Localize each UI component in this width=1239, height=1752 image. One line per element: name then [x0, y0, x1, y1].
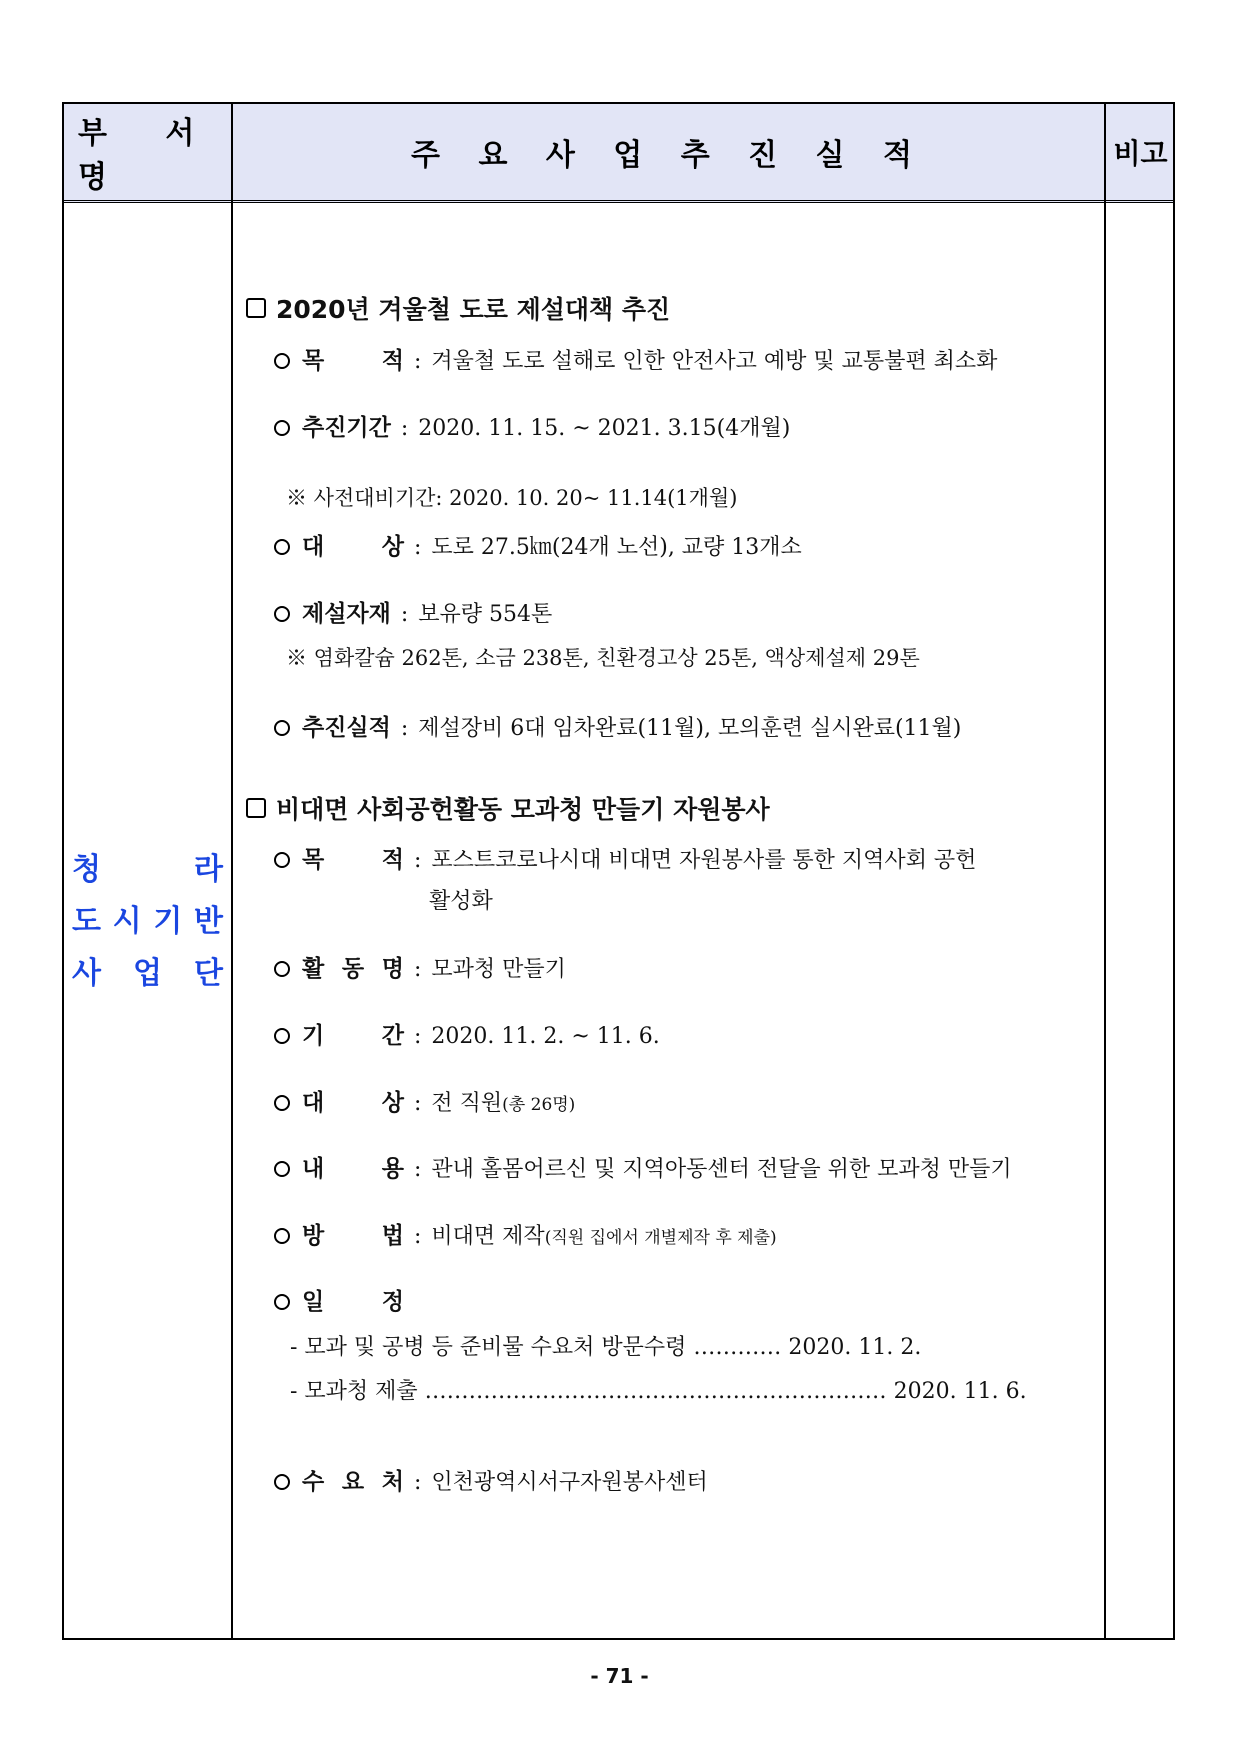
circle-bullet-icon [274, 1028, 290, 1044]
s2-target-row [274, 1084, 575, 1117]
s1-material-note: ※ 염화칼슘 262톤, 소금 238톤, 친환경고상 25톤, 액상제설제 29톤 [286, 646, 920, 670]
row-value: 모과청 만들기 [431, 957, 566, 982]
colon: : [414, 1224, 422, 1249]
dept-char: 사 [72, 956, 101, 991]
circle-bullet-icon [274, 353, 290, 369]
column-divider-2 [1104, 104, 1106, 1638]
s2-recipient-row [274, 1463, 708, 1496]
s2-content-row [274, 1150, 1012, 1183]
row-label: 추진기간 [302, 415, 391, 441]
row-label: 일 정 [302, 1289, 404, 1315]
column-divider-1 [231, 104, 233, 1638]
row-value: 관내 홀몸어르신 및 지역아동센터 전달을 위한 모과청 만들기 [431, 1157, 1012, 1182]
colon: : [414, 957, 422, 982]
row-value: 도로 27.5㎞(24개 노선), 교량 13개소 [431, 535, 802, 560]
circle-bullet-icon [274, 539, 290, 555]
s1-target-row [274, 528, 802, 561]
row-value: 겨울철 도로 설해로 인한 안전사고 예방 및 교통불편 최소화 [431, 349, 998, 374]
section-2-title [246, 790, 770, 826]
s2-method-row [274, 1217, 777, 1250]
row-label: 목 적 [302, 847, 404, 873]
s1-purpose-row [274, 342, 997, 375]
department-name [64, 844, 231, 1000]
s1-result-row [274, 709, 961, 742]
colon: : [414, 1024, 422, 1049]
row-label: 제설자재 [302, 601, 391, 627]
circle-bullet-icon [274, 961, 290, 977]
colon: : [414, 535, 422, 560]
row-label: 기 간 [302, 1023, 404, 1049]
row-value: 2020. 11. 15. ~ 2021. 3.15(4개월) [418, 416, 791, 441]
dept-char: 라 [194, 852, 223, 887]
s2-purpose-line2: 활성화 [429, 889, 493, 914]
row-label: 방 법 [302, 1223, 404, 1249]
row-value: 보유량 554톤 [418, 602, 553, 627]
colon: : [400, 716, 409, 741]
dept-char: 기 [153, 904, 183, 939]
colon: : [414, 1470, 422, 1495]
row-label: 활 동 명 [302, 956, 404, 982]
circle-bullet-icon [274, 420, 290, 436]
row-value: 인천광역시서구자원봉사센터 [431, 1470, 708, 1495]
colon: : [414, 1091, 422, 1116]
s2-purpose-row [274, 841, 976, 874]
colon: : [400, 416, 409, 441]
row-value-small: (직원 집에서 개별제작 후 제출) [544, 1228, 777, 1248]
dept-char: 시 [112, 904, 142, 939]
colon: : [414, 349, 422, 374]
row-value: 포스트코로나시대 비대면 자원봉사를 통한 지역사회 공헌 [431, 848, 977, 873]
row-value-small: (총 26명) [502, 1095, 576, 1115]
row-value: 2020. 11. 2. ~ 11. 6. [431, 1024, 660, 1049]
dept-char: 반 [194, 904, 223, 939]
row-label: 대 상 [302, 534, 404, 560]
section-title-text: 2020년 겨울철 도로 제설대책 추진 [276, 295, 671, 324]
page-number: - 71 - [590, 1664, 649, 1688]
s1-material-row [274, 595, 552, 628]
schedule-item-2: - 모과청 제출 ……………………………………………………… 2020. 11. 6. [290, 1379, 1027, 1404]
circle-bullet-icon [274, 1294, 290, 1310]
circle-bullet-icon [274, 720, 290, 736]
dept-char: 단 [194, 956, 223, 991]
main-table [62, 102, 1175, 1640]
row-label: 목 적 [302, 348, 404, 374]
s1-period-row [274, 409, 790, 442]
header-department: 부 서 명 [78, 116, 219, 195]
row-label: 내 용 [302, 1156, 404, 1182]
circle-bullet-icon [274, 1095, 290, 1111]
dept-char: 업 [133, 956, 162, 991]
s2-schedule-row [274, 1283, 404, 1316]
s1-period-note: ※ 사전대비기간: 2020. 10. 20~ 11.14(1개월) [286, 486, 738, 510]
section-1-title [246, 290, 670, 326]
square-bullet-icon [246, 298, 266, 318]
row-value: 제설장비 6대 임차완료(11월), 모의훈련 실시완료(11월) [418, 716, 962, 741]
header-main-results: 주 요 사 업 추 진 실 적 [411, 138, 926, 173]
colon: : [414, 848, 422, 873]
row-label: 추진실적 [302, 715, 391, 741]
row-value: 비대면 제작 [431, 1224, 545, 1249]
circle-bullet-icon [274, 606, 290, 622]
circle-bullet-icon [274, 852, 290, 868]
circle-bullet-icon [274, 1161, 290, 1177]
row-label: 수 요 처 [302, 1469, 404, 1495]
square-bullet-icon [246, 798, 266, 818]
colon: : [414, 1157, 422, 1182]
colon: : [400, 602, 409, 627]
row-value: 전 직원 [431, 1091, 503, 1116]
row-label: 대 상 [302, 1090, 404, 1116]
s2-activity-row [274, 950, 566, 983]
circle-bullet-icon [274, 1228, 290, 1244]
dept-char: 청 [72, 852, 101, 887]
s2-period-row [274, 1017, 660, 1050]
dept-char: 도 [72, 904, 101, 939]
header-remarks: 비고 [1113, 137, 1168, 170]
section-title-text: 비대면 사회공헌활동 모과청 만들기 자원봉사 [276, 795, 770, 824]
circle-bullet-icon [274, 1474, 290, 1490]
schedule-item-1: - 모과 및 공병 등 준비물 수요처 방문수령 ………… 2020. 11. 2. [290, 1335, 922, 1360]
